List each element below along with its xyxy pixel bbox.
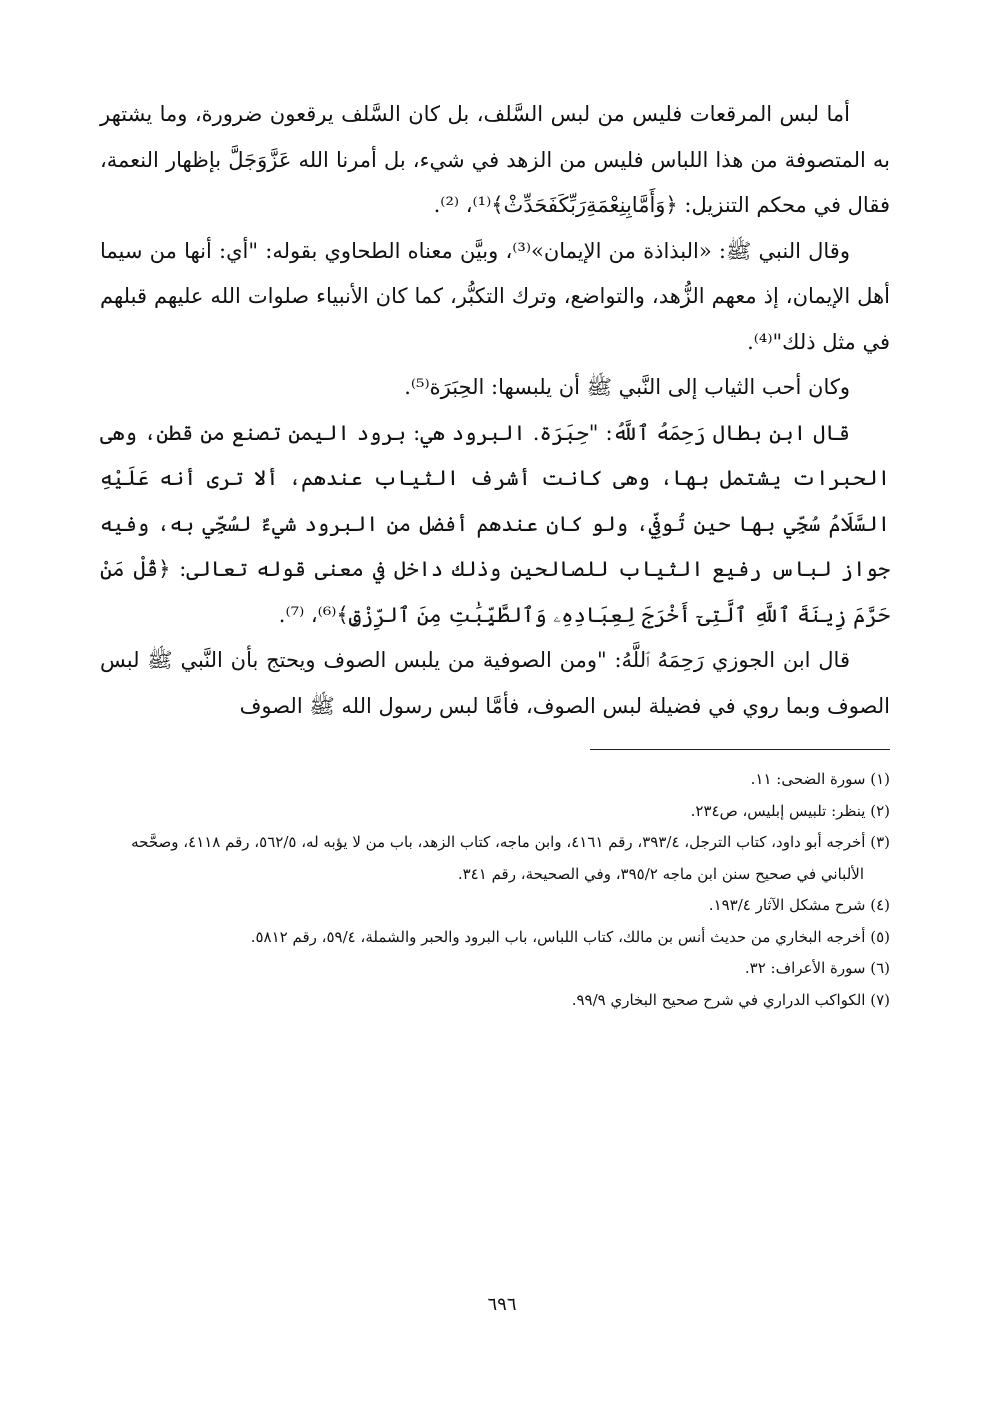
footnote-7: (٧) الكواكب الدراري في شرح صحيح البخاري ٩٩/٩. bbox=[571, 990, 890, 1009]
paragraph-2: وقال النبي ﷺ: «البذاذة من الإيمان»⁽³⁾، وبيَّن معناه الطحاوي بقوله: "أي: أنها من سيما أهل الإيمان، إذ معهم الزُّهد، والتواضع، وترك التكبُّر، كما كان الأنبياء صلوات الله عليهم قبلهم في مثل ذلك"⁽⁴⁾. bbox=[100, 238, 890, 354]
paragraph-3: وكان أحب الثياب إلى النَّبي ﷺ أن يلبسها: الحِبَرَة⁽⁵⁾. bbox=[404, 375, 850, 399]
paragraph-5: قال ابن الجوزي رَحِمَهُ ٱللَّهُ: "ومن الصوفية من يلبس الصوف ويحتج بأن النَّبي ﷺ لبس الصوف وبما روي في فضيلة لبس الصوف، فأمَّا لبس رسول الله ﷺ الصوف bbox=[100, 648, 890, 718]
main-text bbox=[100, 92, 890, 729]
page-number: ٦٩٦ bbox=[487, 1294, 517, 1315]
footnote-2: (٢) ينظر: تلبيس إبليس، ص٢٣٤. bbox=[690, 801, 890, 820]
footnote-divider bbox=[590, 749, 890, 750]
footnote-3: (٣) أخرجه أبو داود، كتاب الترجل، ٣٩٣/٤، رقم ٤١٦١، وابن ماجه، كتاب الزهد، باب من لا يؤبه له، ٥٦٢/٥، رقم ٤١١٨، وصحَّحه الألباني في صحيح سنن ابن ماجه ٣٩٥/٢، وفي الصحيحة، رقم ٣٤١. bbox=[131, 833, 890, 883]
footnotes bbox=[100, 764, 890, 1016]
paragraph-1: أما لبس المرقعات فليس من لبس السَّلف، بل كان السَّلف يرقعون ضرورة، وما يشتهر به المتصوفة من هذا اللباس فليس من الزهد في شيء، بل أمرنا الله عَزَّوَجَلَّ بإظهار النعمة، فقال في محكم التنزيل: ﴿وَأَمَّابِنِعْمَةِرَبِّكَفَحَدِّثْ﴾⁽¹⁾، ⁽²⁾. bbox=[100, 102, 890, 217]
footnote-1: (١) سورة الضحى: ١١. bbox=[750, 770, 890, 788]
paragraph-4: قال ابن بطال رَحِمَهُ ٱللَّهُ: "حِبَرَة. البرود هي: برود اليمن تصنع من قطن، وهى الحبرات يشتمل بها، وهى كانت أشرف الثياب عندهم، ألا ترى أنه عَلَيْهِ السَّلَامُ سُجِّي بها حين تُوفِّي، ولو كان عندهم أفضل من البرود شيءٌ لسُجِّي به، وفيه جواز لباس رفيع الثياب للصالحين وذلك داخل في معنى قوله تعالى: ﴿قُلْ مَنْ حَرَّمَ زِينَةَ ٱللَّهِ ٱلَّتِىٓ أَخْرَجَ لِعِبَادِهِۦ وَٱلطَّيِّبَٰتِ مِنَ ٱلرِّزْقِ﴾⁽⁶⁾، ⁽⁷⁾. bbox=[100, 420, 890, 627]
footnote-5: (٥) أخرجه البخاري من حديث أنس بن مالك، كتاب اللباس، باب البرود والحبر والشملة، ٥٩/٤، رقم ٥٨١٢. bbox=[250, 927, 890, 946]
page-content bbox=[100, 92, 890, 1016]
footnote-4: (٤) شرح مشكل الآثار ١٩٣/٤. bbox=[708, 896, 890, 914]
footnote-6: (٦) سورة الأعراف: ٣٢. bbox=[744, 959, 890, 977]
